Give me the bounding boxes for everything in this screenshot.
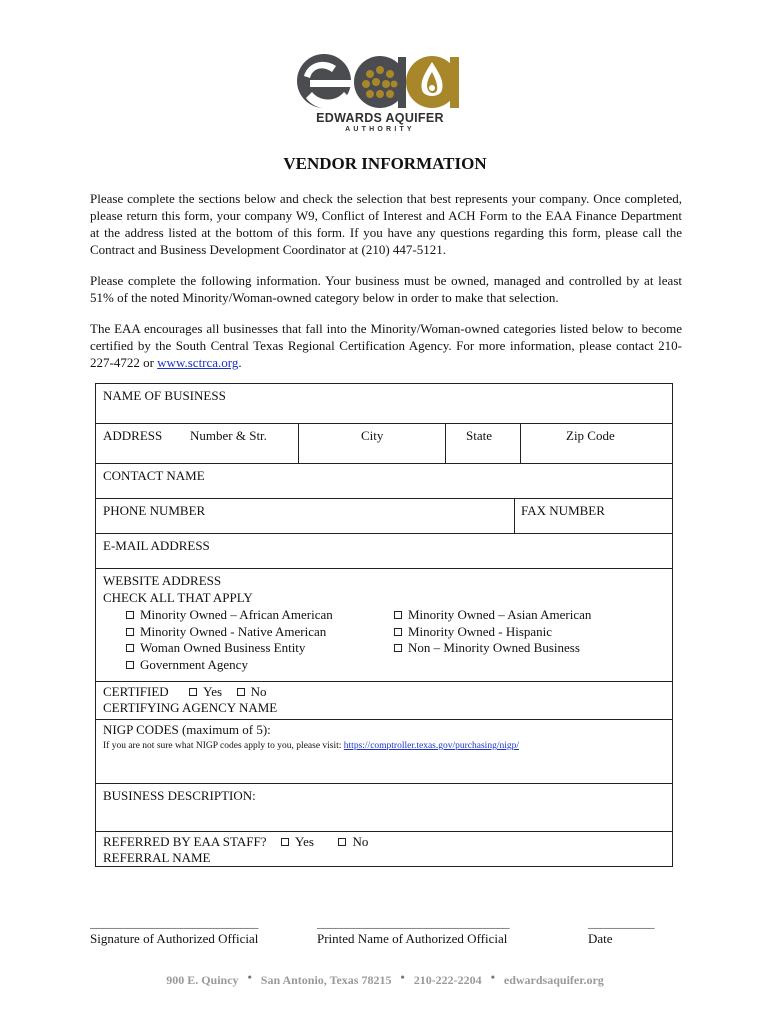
option-government-agency[interactable] [126, 657, 248, 673]
certified-row [96, 682, 672, 720]
certifying-agency-label[interactable]: CERTIFYING AGENCY NAME [103, 700, 278, 715]
referred-yes-label: Yes [295, 834, 314, 849]
signature-line: ____________________________ [90, 915, 258, 930]
intro-paragraph-3-text: The EAA encourages all businesses that fall into the Minority/Woman-owned categories listed below to become certified by the South Central Texas Regional Certification Agency. For more information, please contact 210-227-4722 or [90, 321, 682, 370]
certified-no-label: No [250, 684, 267, 699]
printed-name-block[interactable] [317, 915, 509, 947]
state-label: State [466, 428, 492, 443]
business-name-label: NAME OF BUSINESS [103, 388, 226, 403]
referred-group [103, 834, 368, 850]
option-asian-american[interactable] [394, 607, 591, 623]
referral-name-label[interactable]: REFERRAL NAME [103, 850, 211, 865]
org-name: EDWARDS AQUIFER [316, 111, 444, 125]
phone-label: PHONE NUMBER [103, 503, 206, 518]
printed-name-line: ________________________________ [317, 915, 509, 930]
email-field[interactable] [96, 534, 672, 569]
checkbox-icon[interactable] [126, 611, 134, 619]
date-line: ___________ [588, 915, 654, 930]
signature-label: Signature of Authorized Official [90, 931, 259, 946]
footer-phone: 210-222-2204 [413, 973, 482, 987]
street-field[interactable] [96, 424, 299, 463]
checkbox-icon[interactable] [394, 628, 402, 636]
check-all-label: CHECK ALL THAT APPLY [103, 590, 253, 605]
fax-field[interactable] [515, 499, 672, 533]
intro-paragraph-3 [90, 320, 682, 371]
checkbox-icon[interactable] [126, 628, 134, 636]
referred-no-checkbox[interactable] [338, 838, 346, 846]
checkbox-icon[interactable] [126, 661, 134, 669]
zip-field[interactable] [521, 424, 672, 463]
vendor-form [95, 383, 673, 867]
org-subtitle: AUTHORITY [345, 126, 415, 133]
option-label: Minority Owned - Native American [140, 624, 327, 639]
option-label: Minority Owned - Hispanic [408, 624, 553, 639]
nigp-codes-label: NIGP CODES (maximum of 5): [103, 722, 271, 737]
business-description-field[interactable] [96, 784, 672, 832]
printed-name-label: Printed Name of Authorized Official [317, 931, 508, 946]
certified-no-checkbox[interactable] [237, 688, 245, 696]
eaa-logo-mark [294, 52, 464, 112]
certified-label: CERTIFIED [103, 684, 169, 699]
nigp-help-text [103, 741, 519, 751]
option-label: Woman Owned Business Entity [140, 640, 306, 655]
signature-block[interactable] [90, 915, 258, 947]
website-and-categories [96, 569, 672, 682]
checkbox-icon[interactable] [394, 644, 402, 652]
page-title: VENDOR INFORMATION [283, 154, 487, 173]
option-african-american[interactable] [126, 607, 333, 623]
nigp-help-label: If you are not sure what NIGP codes apply to you, please visit: [103, 741, 344, 751]
footer-dot: • [247, 970, 252, 984]
checkbox-icon[interactable] [394, 611, 402, 619]
contact-name-field[interactable] [96, 464, 672, 499]
intro-paragraph-1: Please complete the sections below and check the selection that best represents your company. Once completed, please return this form, your company W9, Conflict of Interest and ACH Form to the EAA Finance Department at the address listed at the bottom of this form. If you have any questions regarding this form, please call the Contract and Business Development Coordinator at (210) 447-5121. [90, 191, 682, 257]
footer-site: edwardsaquifer.org [503, 973, 604, 987]
address-label: ADDRESS [103, 428, 163, 443]
footer-city: San Antonio, Texas 78215 [260, 973, 392, 987]
footer [0, 970, 770, 988]
date-label: Date [588, 931, 613, 946]
intro-paragraph-3-end: . [238, 355, 242, 370]
referred-yes-checkbox[interactable] [281, 838, 289, 846]
referral-row [96, 832, 672, 866]
city-label: City [361, 428, 384, 443]
fax-label: FAX NUMBER [521, 503, 605, 518]
option-non-minority[interactable] [394, 640, 580, 656]
referred-no-label: No [352, 834, 369, 849]
certified-yes-checkbox[interactable] [189, 688, 197, 696]
business-description-label: BUSINESS DESCRIPTION: [103, 788, 256, 803]
phone-fax-row [96, 499, 672, 534]
business-name-field[interactable] [96, 384, 672, 424]
state-field[interactable] [446, 424, 521, 463]
address-row [96, 424, 672, 464]
checkbox-icon[interactable] [126, 644, 134, 652]
city-field[interactable] [299, 424, 446, 463]
footer-dot: • [490, 970, 495, 984]
option-label: Non – Minority Owned Business [408, 640, 580, 655]
zip-label: Zip Code [566, 428, 615, 443]
option-label: Minority Owned – Asian American [408, 607, 592, 622]
intro-paragraph-2: Please complete the following information. Your business must be owned, managed and controlled by at least 51% of the noted Minority/Woman-owned category below in order to make that selection. [90, 273, 682, 305]
option-hispanic[interactable] [394, 624, 552, 640]
sctrca-link[interactable]: www.sctrca.org [157, 355, 239, 370]
phone-field[interactable] [96, 499, 515, 533]
nigp-link[interactable]: https://comptroller.texas.gov/purchasing/nigp/ [343, 741, 519, 751]
option-native-american[interactable] [126, 624, 326, 640]
date-block[interactable] [588, 915, 654, 947]
option-label: Government Agency [140, 657, 248, 672]
certified-yes-label: Yes [203, 684, 223, 699]
website-label[interactable]: WEBSITE ADDRESS [103, 573, 222, 588]
contact-name-label: CONTACT NAME [103, 468, 205, 483]
certified-group [103, 684, 266, 700]
option-label: Minority Owned – African American [140, 607, 333, 622]
email-label: E-MAIL ADDRESS [103, 538, 210, 553]
footer-address: 900 E. Quincy [166, 973, 239, 987]
nigp-codes-field[interactable] [96, 720, 672, 784]
footer-dot: • [400, 970, 405, 984]
referred-by-label: REFERRED BY EAA STAFF? [103, 834, 267, 849]
option-woman-owned[interactable] [126, 640, 305, 656]
number-street-label: Number & Str. [190, 428, 267, 443]
